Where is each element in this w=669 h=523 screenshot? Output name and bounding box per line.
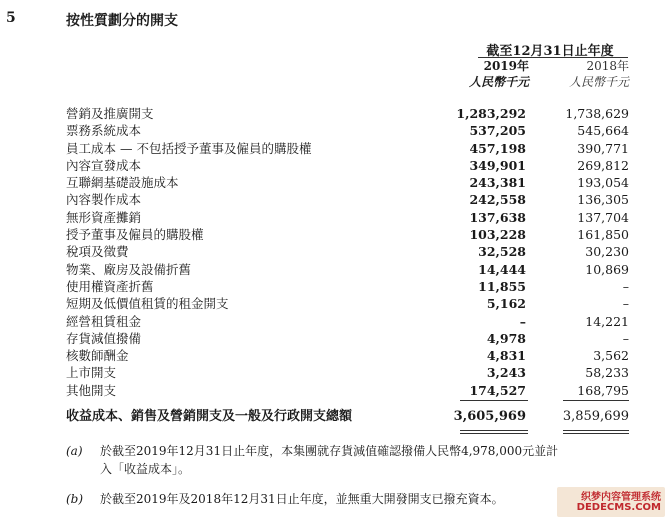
value-2018: – bbox=[622, 278, 629, 294]
value-2018: 58,233 bbox=[585, 365, 629, 381]
table-row bbox=[66, 278, 629, 295]
value-2018: 137,704 bbox=[577, 209, 629, 225]
table-row bbox=[66, 105, 629, 122]
table-row bbox=[66, 209, 629, 226]
table-row bbox=[66, 261, 629, 278]
value-2019: 14,444 bbox=[478, 261, 526, 277]
row-label: 使用權資產折舊 bbox=[66, 278, 154, 294]
subtotal-rule-2018 bbox=[563, 400, 629, 401]
value-2019: 349,901 bbox=[469, 157, 526, 173]
total-row bbox=[66, 408, 629, 426]
row-label: 物業、廠房及設備折舊 bbox=[66, 261, 192, 277]
value-2018: – bbox=[622, 330, 629, 346]
value-2019: 4,978 bbox=[486, 330, 526, 346]
row-label: 員工成本 — 不包括授予董事及僱員的購股權 bbox=[66, 140, 312, 156]
table-row bbox=[66, 313, 629, 330]
total-double-rule-2018-b bbox=[563, 433, 629, 434]
row-label: 短期及低價值租賃的租金開支 bbox=[66, 296, 229, 312]
value-2019: – bbox=[519, 313, 526, 329]
row-label: 互聯網基礎設施成本 bbox=[66, 175, 179, 191]
total-value-2018: 3,859,699 bbox=[562, 409, 629, 424]
value-2018: 161,850 bbox=[577, 227, 629, 243]
value-2019: 243,381 bbox=[469, 175, 526, 191]
watermark-line: 织梦内容管理系统 bbox=[581, 492, 661, 503]
value-2018: 193,054 bbox=[577, 175, 629, 191]
value-2018: 3,562 bbox=[593, 348, 629, 364]
table-row bbox=[66, 330, 629, 347]
total-label: 收益成本、銷售及營銷開支及一般及行政開支總額 bbox=[66, 409, 353, 424]
section-title: 按性質劃分的開支 bbox=[66, 13, 178, 29]
table-row bbox=[66, 174, 629, 191]
watermark-line: DEDECMS.COM bbox=[576, 502, 661, 513]
value-2019: 5,162 bbox=[486, 296, 526, 312]
total-value-2019: 3,605,969 bbox=[453, 409, 526, 424]
value-2019: 242,558 bbox=[469, 192, 526, 208]
value-2019: 457,198 bbox=[469, 140, 526, 156]
row-label: 票務系統成本 bbox=[66, 123, 142, 139]
footnote-a bbox=[66, 442, 636, 482]
value-2019: 174,527 bbox=[469, 382, 526, 398]
row-label: 上市開支 bbox=[66, 365, 117, 381]
footnote-line: 入「收益成本」。 bbox=[100, 462, 191, 476]
total-double-rule-2019-b bbox=[460, 433, 528, 434]
value-2018: 269,812 bbox=[577, 157, 629, 173]
row-label: 內容宣發成本 bbox=[66, 157, 142, 173]
footnote-text bbox=[100, 442, 610, 478]
footnote-text bbox=[100, 490, 610, 508]
subtotal-rule-2019 bbox=[460, 400, 528, 401]
value-2018: 10,869 bbox=[585, 261, 629, 277]
period-heading: 截至12月31日止年度 bbox=[486, 44, 614, 59]
column-header-2018 bbox=[549, 58, 629, 90]
row-label: 授予董事及僱員的購股權 bbox=[66, 227, 204, 243]
table-row bbox=[66, 226, 629, 243]
value-2019: 4,831 bbox=[486, 348, 526, 364]
col-2019-year: 2019年 bbox=[483, 59, 529, 73]
table-row bbox=[66, 140, 629, 157]
section-number: 5 bbox=[6, 10, 16, 26]
row-label: 存貨減值撥備 bbox=[66, 330, 142, 346]
expense-table bbox=[66, 105, 629, 399]
value-2018: 1,738,629 bbox=[565, 106, 629, 121]
value-2018: 390,771 bbox=[577, 140, 629, 156]
row-label: 核數師酬金 bbox=[66, 348, 129, 364]
value-2019: 3,243 bbox=[486, 365, 526, 381]
value-2019: 537,205 bbox=[469, 123, 526, 139]
row-label: 其他開支 bbox=[66, 382, 117, 398]
footnote-b bbox=[66, 490, 636, 510]
value-2018: 14,221 bbox=[585, 313, 629, 329]
value-2018: 168,795 bbox=[577, 382, 629, 398]
row-label: 內容製作成本 bbox=[66, 192, 142, 208]
watermark bbox=[557, 487, 665, 517]
table-row bbox=[66, 157, 629, 174]
table-row bbox=[66, 347, 629, 364]
row-label: 營銷及推廣開支 bbox=[66, 106, 154, 121]
value-2019: 1,283,292 bbox=[456, 106, 526, 121]
total-double-rule-2018-a bbox=[563, 430, 629, 431]
row-label: 稅項及徵費 bbox=[66, 244, 129, 260]
table-row bbox=[66, 191, 629, 208]
value-2019: 32,528 bbox=[478, 244, 526, 260]
value-2019: 11,855 bbox=[478, 278, 526, 294]
col-2018-year: 2018年 bbox=[586, 59, 629, 73]
value-2019: 103,228 bbox=[469, 227, 526, 243]
footnote-line: 於截至2019年12月31日止年度，本集團就存貨減值確認撥備人民幣4,978,000元並計 bbox=[100, 444, 559, 458]
footnote-line: 於截至2019年及2018年12月31日止年度，並無重大開發開支已撥充資本。 bbox=[100, 492, 504, 506]
table-row bbox=[66, 382, 629, 399]
total-double-rule-2019-a bbox=[460, 430, 528, 431]
col-2018-unit: 人民幣千元 bbox=[568, 75, 629, 89]
column-header-2019 bbox=[449, 58, 529, 90]
table-row bbox=[66, 243, 629, 260]
col-2019-unit: 人民幣千元 bbox=[468, 75, 529, 89]
row-label: 經營租賃租金 bbox=[66, 313, 142, 329]
table-row bbox=[66, 295, 629, 312]
footnote-marker: (b) bbox=[66, 492, 84, 506]
value-2019: 137,638 bbox=[469, 209, 526, 225]
table-row bbox=[66, 364, 629, 381]
value-2018: 136,305 bbox=[577, 192, 629, 208]
footnote-marker: (a) bbox=[66, 444, 83, 458]
value-2018: 30,230 bbox=[585, 244, 629, 260]
value-2018: 545,664 bbox=[577, 123, 629, 139]
value-2018: – bbox=[622, 296, 629, 312]
row-label: 無形資產攤銷 bbox=[66, 209, 142, 225]
table-row bbox=[66, 122, 629, 139]
